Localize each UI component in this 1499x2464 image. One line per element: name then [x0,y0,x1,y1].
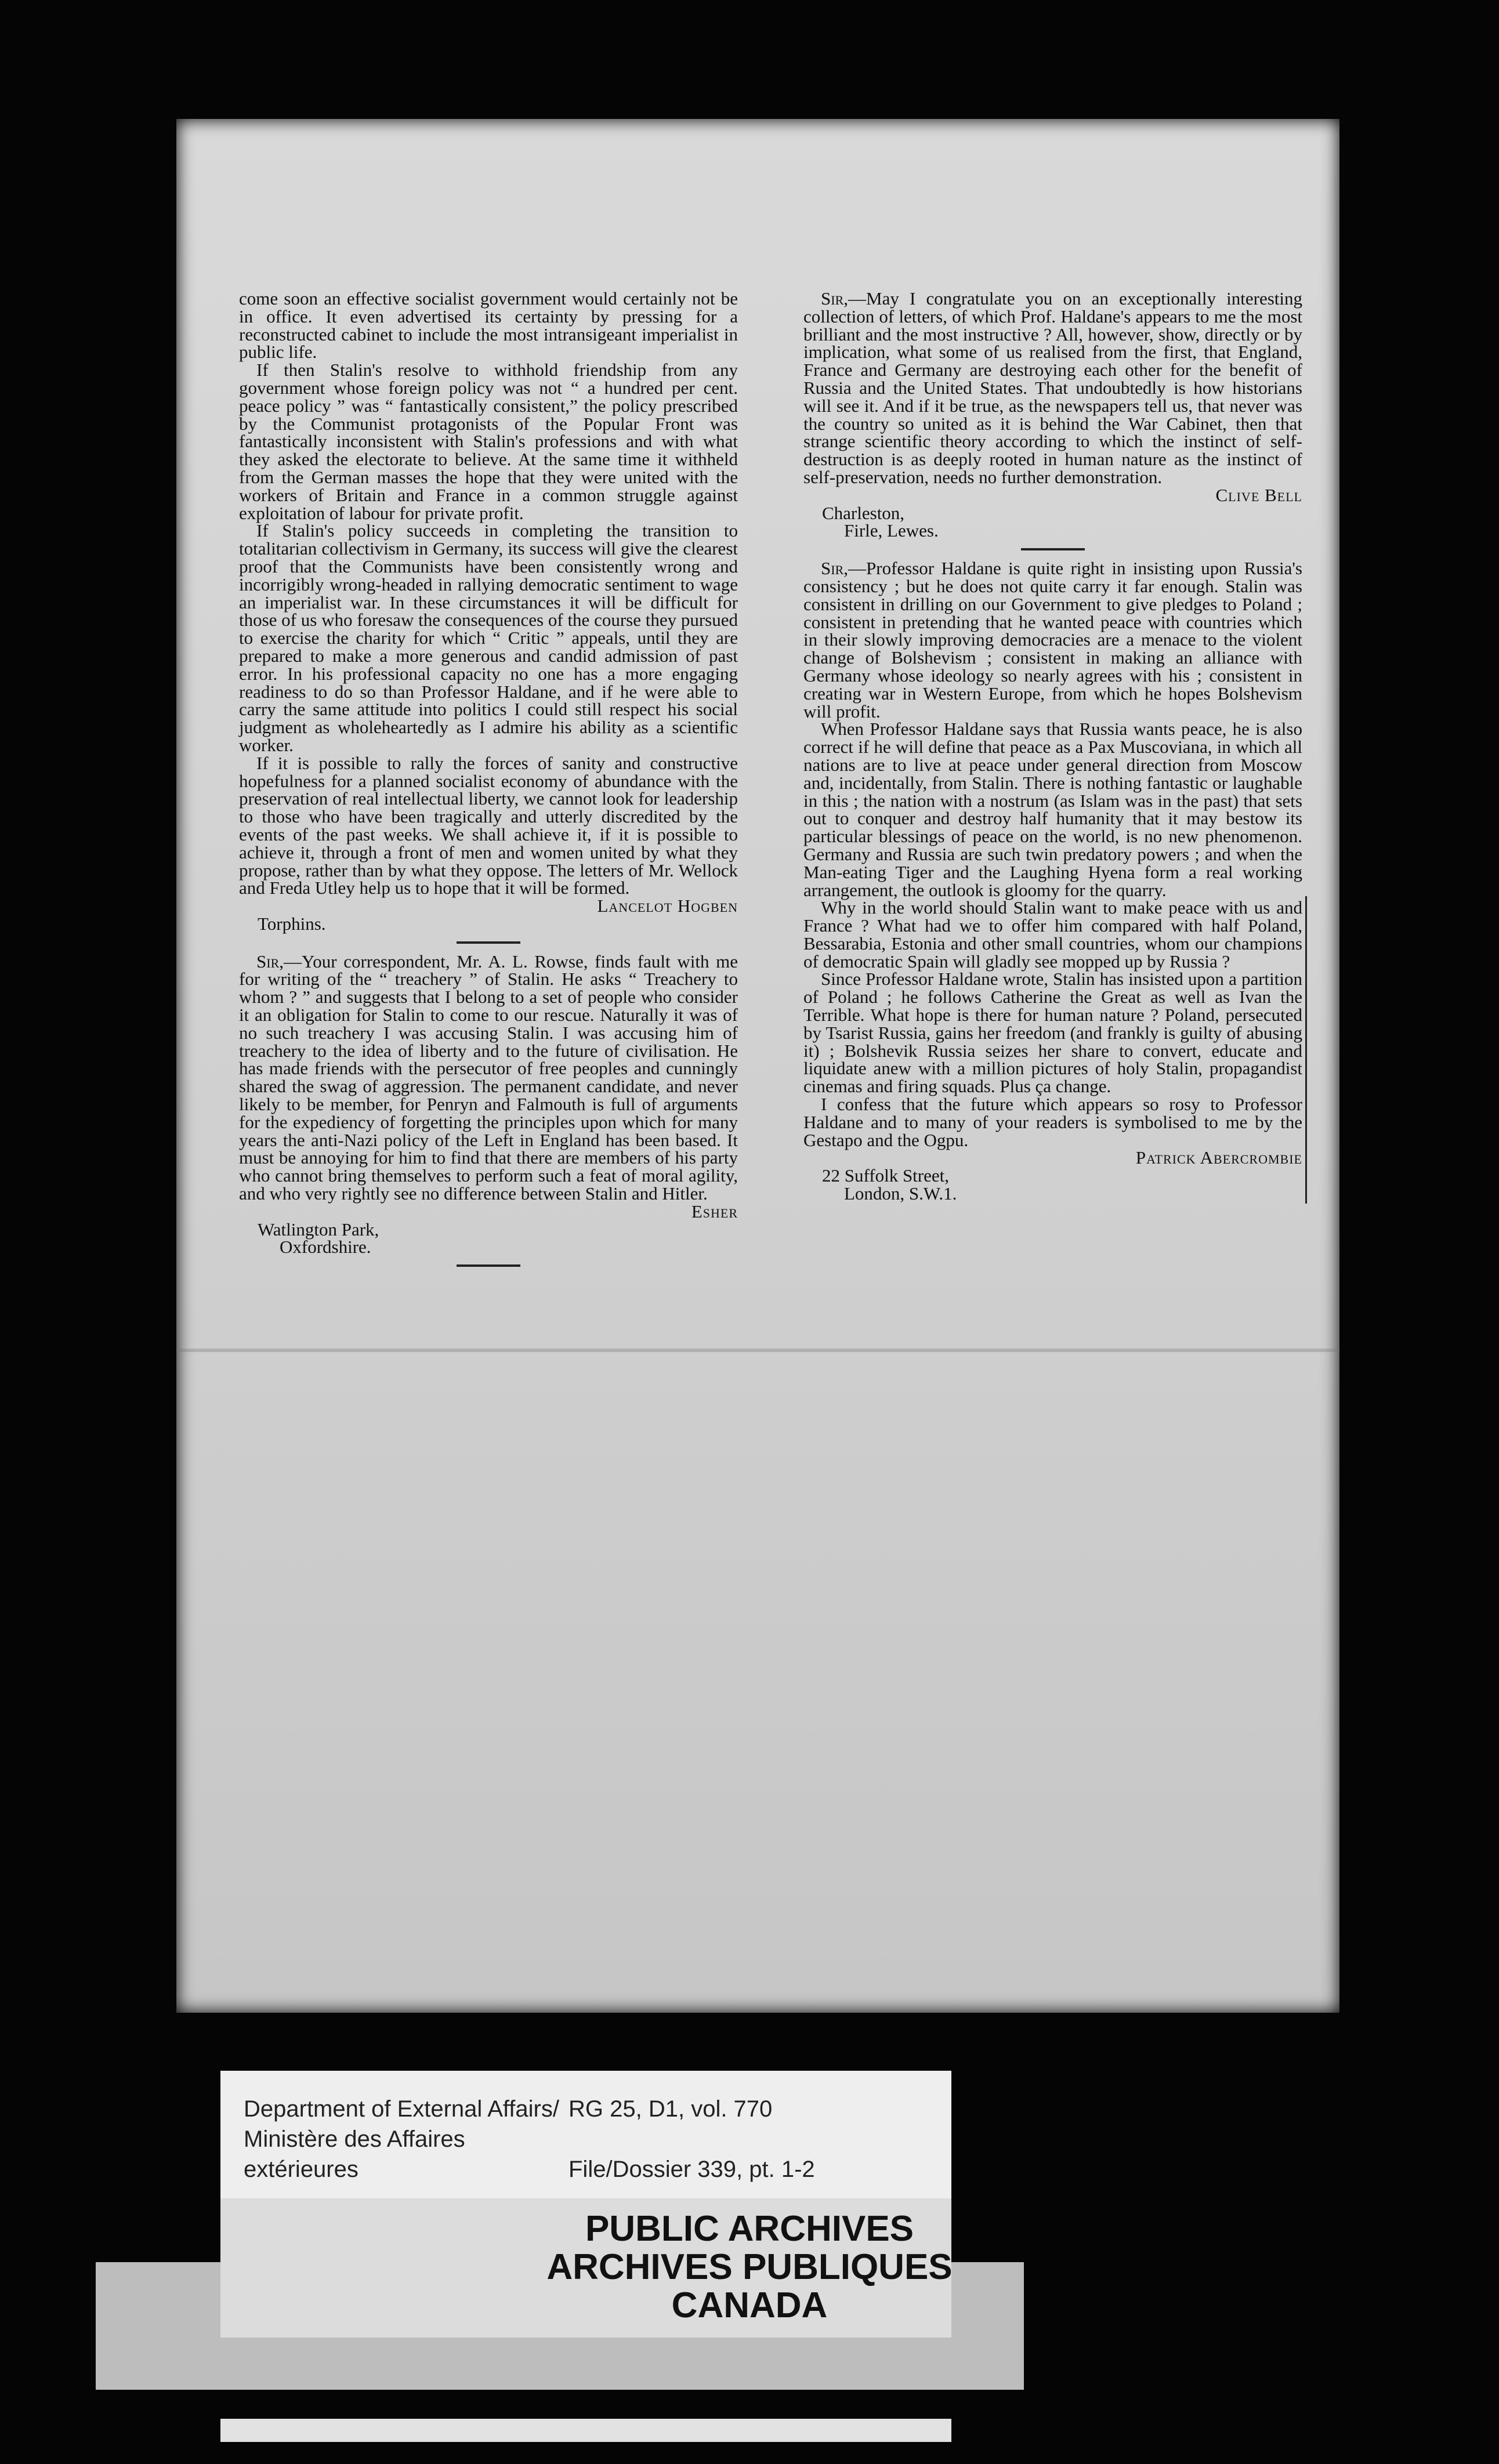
signature-abercrombie: Patrick Abercrombie [1135,1147,1302,1168]
letter-paragraph: Why in the world should Stalin want to make peace with us and France ? What had we to offer him compared with half Poland, Bessarabia, Estonia and other small countries, whom our champions of democratic Spain will gladly see mopped up by Russia ? [803,897,1302,972]
signature-bell: Clive Bell [1215,484,1302,505]
signature-hogben: Lancelot Hogben [597,896,738,916]
letter-text: —Professor Haldane is quite right in insisting upon Russia's consistency ; but he does not quite carry it far enough. Stalin was consistent in drilling on our Government to give pledges to Poland ; consistent in pretending that he wanted peace with countries which in their slowly improving democracies are a menace to the violent change of Bolshevism ; consistent in making an alliance with Germany whose ideology so nearly agrees with his ; consistent in creating war in Western Europe, from which he hopes Bolshevism will profit. [803,558,1302,722]
letter-paragraph: I confess that the future which appears so rosy to Professor Haldane and to many of your readers is symbolised to me by the Gestapo and the Ogpu. [803,1094,1302,1150]
letter-text: —May I congratulate you on an exceptionally interesting collection of letters, of which Prof. Haldane's appears to me the most brilliant and the most instructive ? All, however, show, directly or by implication, what some of us realised from the first, that England, France and Germany are destroying each other for the benefit of Russia and the United States. That undoubtedly is how historians will see it. And if it be true, as the newspapers tell us, that never was the country so united as it is behind the War Cabinet, then that strange scientific theory according to which the instinct of self-destruction is as deeply rooted in human nature as the instinct of self-preservation, needs no further demonstration. [803,288,1302,487]
letter-paragraph: come soon an effective socialist government would certainly not be in office. It even advertised its certainty by pressing for a reconstructed cabinet to include the most intransigeant imperialist in public life. [239,288,738,363]
salutation: Sir, [256,951,284,972]
stamp-line: CANADA [671,2285,828,2325]
page-fold-line [176,1349,1339,1352]
letter-paragraph: If Stalin's policy succeeds in completing the transition to totalitarian collectivism in Germany, its success will give the clearest proof that the Communists have been consistently wrong and incorrigibly wrong-headed in rallying democratic sentiment to wage an imperialist war. In these circumstances it will be difficult for those of us who foresaw the consequences of the course they pursued to exercise the charity for which “ Critic ” appeals, until they are prepared to make a more generous and candid admission of past error. In his professional capacity no one has a more engaging readiness to do so than Professor Haldane, and if he were able to carry the same attitude into politics I could still respect his social judgment as wholeheartedly as I admire his ability as a scientific worker. [239,520,738,755]
divider [457,941,520,944]
left-column [239,290,738,1276]
label-ref-fr: File/Dossier 339, pt. 1-2 [569,2157,815,2182]
address-line: London, S.W.1. [844,1183,957,1204]
archive-stamp-text [0,2210,1499,2325]
label-dept-en: Department of External Affairs/ [244,2096,559,2122]
label-ref-en: RG 25, D1, vol. 770 [569,2096,773,2122]
divider [1021,548,1085,550]
letter-paragraph [239,953,738,1203]
label-strip [220,2419,951,2442]
salutation: Sir, [821,288,848,309]
divider [457,1264,520,1267]
right-column [803,290,1302,1203]
letter-paragraph [803,290,1302,487]
address-line: Watlington Park, [258,1219,379,1240]
label-dept-fr: Ministère des Affaires extérieures [244,2126,465,2182]
letter-text: —Your correspondent, Mr. A. L. Rowse, finds fault with me for writing of the “ treachery ” of Stalin. He asks “ Treachery to whom ? ” and suggests that I belong to a set of people who consider it an obligation for Stalin to come to our rescue. Naturally it was of no such treachery I was accusing Stalin. I was accusing him of treachery to the idea of liberty and to the future of civilisation. He has made friends with the persecutor of free peoples and cunningly shared the swag of aggression. The permanent candidate, and never likely to be member, for Penryn and Falmouth is full of arguments for the expediency of forgetting the principles upon which for many years the anti-Nazi policy of the Left in England has been based. It must be annoying for him to find that there are members of his party who cannot bring themselves to perform such a feat of moral agility, and who very rightly see no difference between Stalin and Hitler. [239,951,738,1204]
salutation: Sir, [821,558,848,579]
letter-paragraph: If then Stalin's resolve to withhold friendship from any government whose foreign policy was not “ a hundred per cent. peace policy ” was “ fantastically consistent,” the policy prescribed by the Communist protagonists of the Popular Front was fantastically inconsistent with Stalin's professions and with what they asked the electorate to believe. At the same time it withheld from the German masses the hope that they were united with the workers of Britain and France in a common struggle against exploitation of labour for private profit. [239,360,738,523]
address-line: Charleston, [822,502,905,523]
address-line: Firle, Lewes. [844,520,939,541]
address-line: Torphins. [258,913,326,934]
letter-paragraph: If it is possible to rally the forces of sanity and constructive hopefulness for a planned socialist economy of abundance with the preservation of real intellectual liberty, we cannot look for leadership to those who have been tragically and utterly discredited by the events of the past weeks. We shall achieve it, if it is possible to achieve it, through a front of men and women united by what they propose, rather than by what they oppose. The letters of Mr. Wellock and Freda Utley help us to hope that it will be formed. [239,752,738,898]
address-line: Oxfordshire. [280,1237,371,1258]
letter-paragraph: Since Professor Haldane wrote, Stalin has insisted upon a partition of Poland ; he follows Catherine the Great as well as Ivan the Terrible. What hope is there for human nature ? Poland, persecuted by Tsarist Russia, gains her freedom (and frankly is guilty of abusing it) ; Bolshevik Russia seizes her share to convert, educate and liquidate anew with a million pictures of holy Stalin, propagandist cinemas and firing squads. Plus ça change. [803,969,1302,1097]
letter-paragraph [803,560,1302,720]
signature-esher: Esher [691,1201,738,1222]
margin-line [1305,896,1307,1204]
stamp-line: PUBLIC ARCHIVES [585,2209,914,2249]
address-line: 22 Suffolk Street, [822,1165,949,1186]
letter-paragraph: When Professor Haldane says that Russia wants peace, he is also correct if he will define that peace as a Pax Muscoviana, in which all nations are to live at peace under general direction from Moscow and, incidentally, from Stalin. There is nothing fantastic or laughable in this ; the nation with a nostrum (as Islam was in the past) that sets out to conquer and destroy half humanity that it may bestow its particular blessings of peace on the world, is no new phenomenon. Germany and Russia are such twin predatory powers ; and when the Man-eating Tiger and the Laughing Hyena form a real working arrangement, the outlook is gloomy for the quarry. [803,719,1302,900]
stamp-line: ARCHIVES PUBLIQUES [546,2247,953,2287]
